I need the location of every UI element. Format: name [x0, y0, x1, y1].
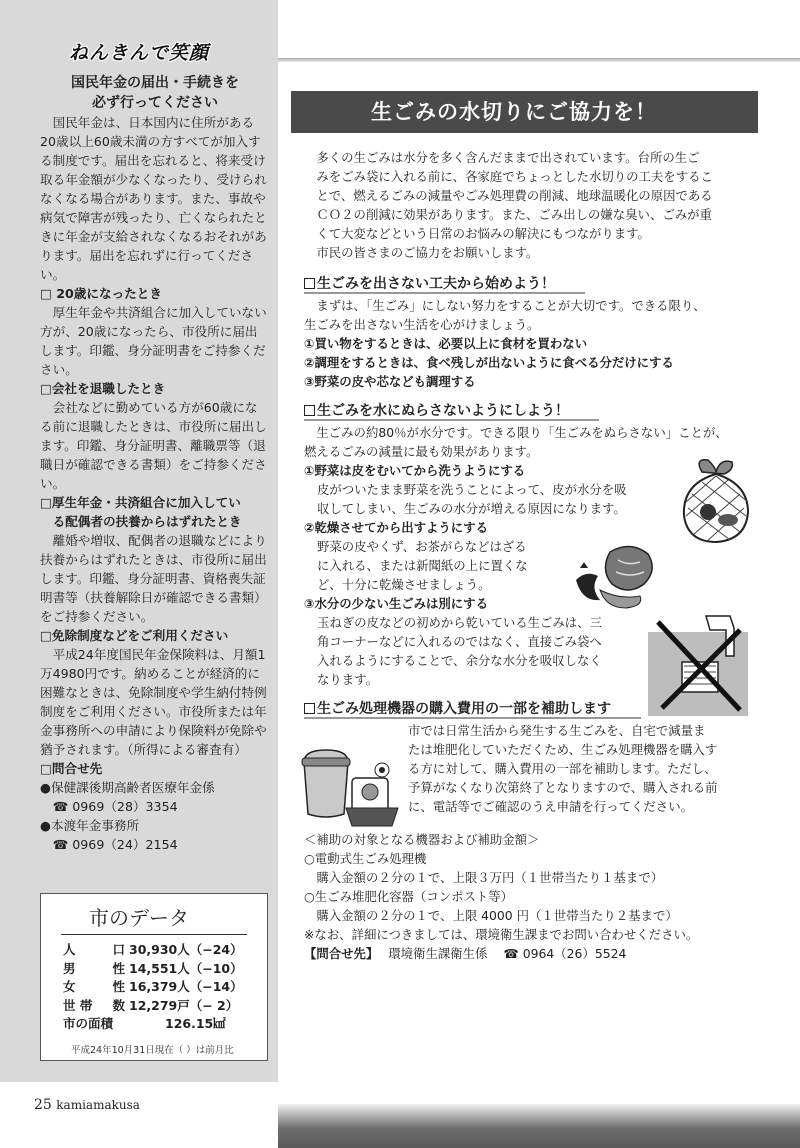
- section-body: 離婚や増収、配偶者の退職などにより扶養からはずれたときは、市役所に届出します。印鑑、身分証明書、資格喪失証明書等（扶養解除日が確認できる書類）をご持参ください。: [40, 533, 267, 624]
- city-data-table: [63, 941, 243, 1034]
- city-data-box: [40, 893, 268, 1061]
- left-column: [0, 0, 278, 1148]
- vegetable-peels-illustration: [570, 540, 660, 612]
- section-body: 厚生年金や共済組合に加入していない方が、20歳になったら、市役所に届出します。印鑑、身分証明書をご持参ください。: [40, 305, 267, 377]
- tip-item: ②調理をするときは、食べ残しが出ないように食べる分だけにする: [304, 355, 674, 370]
- footer-strip: [0, 1082, 278, 1148]
- phone-number: ☎ 0964（26）5524: [503, 946, 627, 961]
- phone-number: ☎ 0969（24）2154: [52, 837, 178, 852]
- section-heading: 生ごみを水にぬらさないようにしよう！: [304, 401, 599, 421]
- tip-body: 皮がついたまま野菜を洗うことによって、皮が水分を吸 収してしまい、生ごみの水分が増える原因になります。: [317, 482, 627, 516]
- tip-item: ①買い物をするときは、必要以上に食材を買わない: [304, 336, 588, 351]
- device-name: ○電動式生ごみ処理機: [304, 851, 427, 866]
- city-data-title: 市のデータ: [89, 906, 189, 930]
- contact-heading: □問合せ先: [40, 761, 103, 776]
- section-heading: □会社を退職したとき: [40, 381, 166, 396]
- city-data-note: 平成24年10月31日現在（ ）は前月比: [71, 1045, 234, 1056]
- data-row: 女 性 16,379人（−14）: [63, 979, 243, 994]
- article-heading: 国民年金の届出・手続きを 必ず行ってください: [71, 75, 239, 111]
- tip-title: ①野菜は皮をむいてから洗うようにする: [304, 463, 526, 478]
- section-body: 市では日常生活から発生する生ごみを、自宅で減量ま たは堆肥化していただくため、生ごみ処理機器を購入す る方に対して、購入費用の一部を補助します。ただし、 予算がなくなり次第終了となりますので、購入される前 に、電話等でご確認のうえ申請を行ってください。: [408, 723, 718, 814]
- compost-bin-illustration: [298, 748, 406, 828]
- section-heading: □免除制度などをご利用ください: [40, 628, 229, 643]
- bottom-band: [278, 1104, 800, 1148]
- device-detail: 購入金額の２分の１で、上限３万円（１世帯当たり１基まで）: [316, 870, 664, 885]
- inquiry-note: ※なお、詳細につきましては、環境衛生課までお問い合わせください。: [304, 927, 699, 942]
- tip-item: ③野菜の皮や芯なども調理する: [304, 374, 476, 389]
- data-row: 市の面積 126.15㎢: [63, 1016, 226, 1031]
- checkbox-square-icon: [304, 703, 315, 714]
- article-title: 生ごみの水切りにご協力を！: [291, 91, 758, 133]
- tip-title: ③水分の少ない生ごみは別にする: [304, 596, 488, 611]
- top-band: [278, 0, 800, 44]
- contact-entry: ●保健課後期高齢者医療年金係 ☎ 0969（28）3354: [40, 778, 270, 816]
- section-body: 平成24年度国民年金保険料は、月額1万4980円です。納めることが経済的に困難なときは、免除制度や学生納付特例制度をご利用ください。市役所または年金事務所への申請により保険料が免除や猶予されます。（所得による審査有）: [40, 647, 267, 757]
- tip-title: ②乾燥させてから出すようにする: [304, 520, 488, 535]
- tip-body: 玉ねぎの皮などの初めから乾いている生ごみは、三 角コーナーなどに入れるのではなく、直接ごみ袋へ 入れるようにすることで、余分な水分を吸収しなく なります。: [317, 615, 602, 687]
- top-rule: [278, 58, 800, 62]
- article-intro: 国民年金は、日本国内に住所がある20歳以上60歳未満の方すべてが加入する制度です。届出を忘れると、将来受け取る年金額が少なくなったり、受けられなくなる場合があります。また、事故や病気で障害が残ったり、亡くなられたときに年金が支給されなくなるおそれがあります。届出を忘れずに行ってください。: [40, 115, 267, 282]
- tip-body: 野菜の皮やくず、お茶がらなどはざる に入れる、または新聞紙の上に置くな ど、十分に乾燥させましょう。: [317, 539, 528, 592]
- sink-illustration: [648, 612, 748, 716]
- section-heading: 生ごみ処理機器の購入費用の一部を補助します: [304, 699, 641, 719]
- section-heading: 生ごみを出さない工夫から始めよう！: [304, 274, 585, 294]
- section-heading: □厚生年金・共済組合に加入してい る配偶者の扶養からはずれたとき: [40, 495, 242, 529]
- garbage-article: [304, 148, 748, 963]
- checkbox-square-icon: [304, 405, 315, 416]
- section-body: 会社などに勤めている方が60歳になる前に退職したときは、市役所に届出します。印鑑、身分証明書、離職票等（退職日が確認できる書類）をご持参ください。: [40, 400, 267, 491]
- phone-number: ☎ 0969（28）3354: [52, 799, 178, 814]
- intro-paragraph: 多くの生ごみは水分を多く含んだままで出されています。台所の生ご みをごみ袋に入れる前に、各家庭でちょっとした水切りの工夫をするこ とで、燃えるごみの減量やごみ処理費の削減、地球温暖化の原因である ＣＯ２の削減に効果があります。また、ごみ出しの嫌な臭い、ごみが重 くて大変などという日常のお悩みの解決にもつながります。 市民の皆さまのご協力をお願いします。: [316, 150, 713, 260]
- checkbox-square-icon: [304, 278, 315, 289]
- pension-article: [40, 73, 270, 854]
- data-row: 世 帯 数 12,279戸（− 2）: [63, 997, 239, 1013]
- section-body: まずは、「生ごみ」にしない努力をすることが大切です。できる限り、 生ごみを出さない生活を心がけましょう。: [304, 298, 706, 332]
- page-number: 25 kamiamakusa: [34, 1097, 140, 1113]
- section-body: 生ごみの約80％が水分です。できる限り「生ごみをぬらさない」ことが、 燃えるごみの減量に最も効果があります。: [304, 425, 728, 459]
- divider: [61, 934, 247, 935]
- section-heading: □ 20歳になったとき: [40, 286, 162, 301]
- column-title: ねんきんで笑顔: [68, 42, 209, 64]
- device-name: ○生ごみ堆肥化容器（コンポスト等）: [304, 889, 514, 904]
- contact-line: 【問合せ先】 環境衛生課衛生係 ☎ 0964（26）5524: [304, 946, 627, 961]
- data-row: 人 口 30,930人（−24）: [63, 942, 243, 957]
- device-detail: 購入金額の２分の１で、上限 4000 円（１世帯当たり２基まで）: [316, 908, 678, 923]
- mesh-bag-illustration: [672, 454, 760, 546]
- contact-entry: ●本渡年金事務所 ☎ 0969（24）2154: [40, 816, 270, 854]
- subsidy-heading: ＜補助の対象となる機器および補助金額＞: [304, 832, 540, 847]
- data-row: 男 性 14,551人（−10）: [63, 960, 243, 976]
